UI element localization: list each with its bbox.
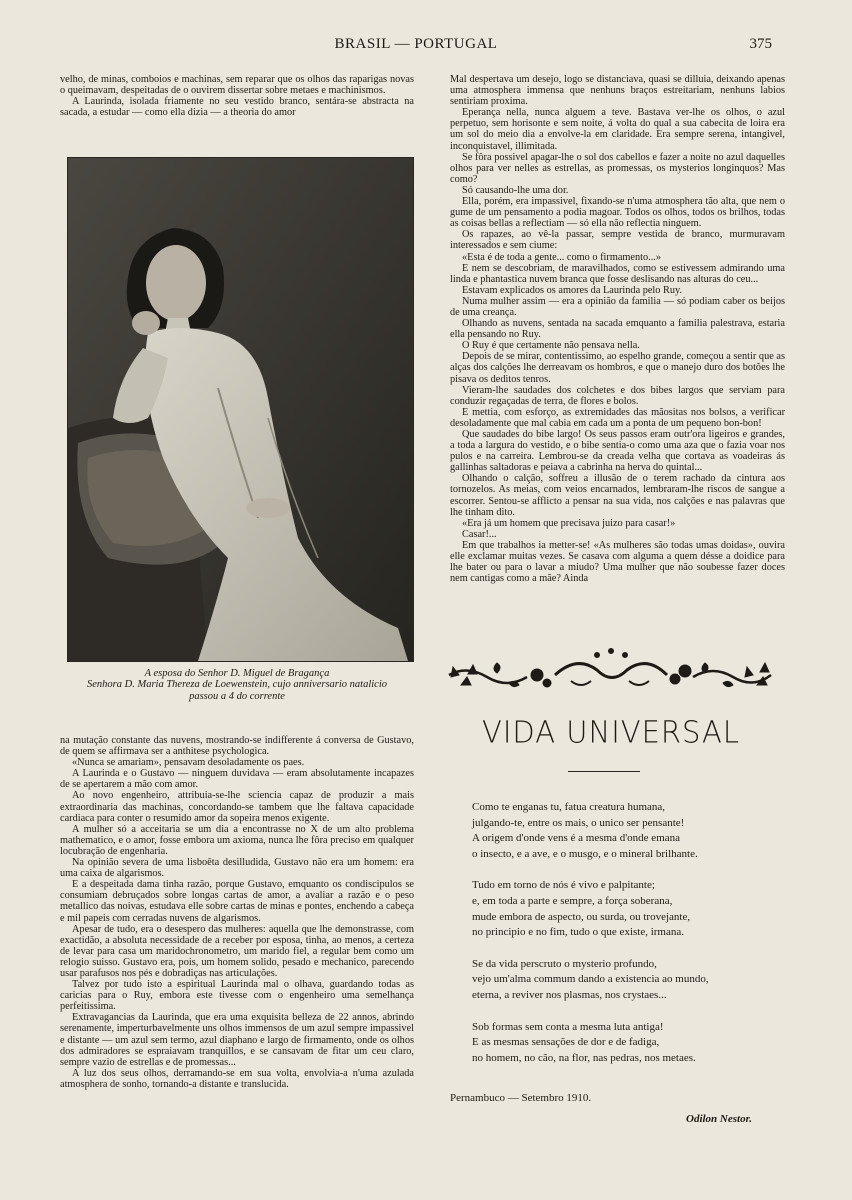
left-column-bottom-text	[60, 735, 414, 1130]
page-number: 375	[749, 36, 772, 52]
title-rule	[568, 771, 640, 772]
paragraph: Os rapazes, ao vê-la passar, sempre vestida de branco, murmuravam interessados e sem ciume:	[450, 229, 785, 252]
poem-stanza	[472, 957, 792, 1004]
poem-line: Sob formas sem conta a mesma luta antiga!	[472, 1020, 664, 1033]
poem-line: Tudo em torno de nós é vivo e palpitante;	[472, 879, 655, 892]
caption-line: A esposa do Senhor D. Miguel de Bragança	[144, 668, 330, 679]
poem-line: Se da vida perscruto o mysterio profundo,	[472, 957, 657, 970]
paragraph: Se fôra possivel apagar-lhe o sol dos cabellos e fazer a noite no azul daquelles olhos para ver nelles as estrellas, as promessas, os mysterios longinquos? Mas como?	[450, 151, 785, 185]
paragraph: Eperança nella, nunca alguem a teve. Bastava ver-lhe os olhos, o azul perpetuo, sem horisonte e sem noite, á volta do qual a sua cabecita de loira era um sol do meio dia a envolve-la em claridade. Era sempre serena, intangivel, inconquistavel, illimitada.	[450, 107, 785, 152]
paragraph: Depois de se mirar, contentissimo, ao espelho grande, começou a sentir que as alças dos calções lhe derreavam os hombros, e que o manejo duro dos botões lhe pisava os deditos tenros.	[450, 351, 785, 385]
paragraph: Estavam explicados os amores da Laurinda pelo Ruy.	[462, 284, 683, 296]
paragraph: O Ruy é que certamente não pensava nella.	[462, 340, 640, 352]
paragraph: Ao novo engenheiro, attribuia-se-lhe sciencia capaz de produzir a mais extraordinaria das machinas, concordando-se tambem que lhe faltava capacidade cardiaca para conter o resumido amor da sopeira menos exigente.	[60, 790, 414, 824]
paragraph: Vieram-lhe saudades dos colchetes e dos bibes largos que serviam para conduzir regaçadas de terra, de flores e bolos.	[450, 384, 785, 407]
paragraph: E nem se descobriam, de maravilhados, como se estivessem admirando uma linda e phantastica nuvem branca que fosse deslisando nas alturas do ceu...	[450, 262, 785, 285]
paragraph: Ella, porém, era impassivel, fixando-se n'uma atmosphera tão alta, que nem o gume de um pensamento a podia magoar. Todos os olhos, todos os brilhos, todas as coisas bellas a reflectiam — só ella não reflectia ninguem.	[450, 196, 785, 230]
paragraph: A Laurinda e o Gustavo — ninguem duvidava — eram absolutamente incapazes de se apertarem a mão com amor.	[60, 768, 414, 791]
paragraph: Olhando as nuvens, sentada na sacada emquanto a familia palestrava, estaria ella pensando no Ruy.	[450, 318, 785, 341]
poem-stanza	[472, 1020, 792, 1067]
paragraph: Apesar de tudo, era o desespero das mulheres: aquella que lhe demonstrasse, com exactidão, a absoluta necessidade de a receber por esposa, tinha, ao menos, a certeza de levar para casa um maridochronometro, um marido fiel, a regular bem como um relogio suisso. Gustavo era, pois, um homem solido, pesado e mechanico, parecendo usar parafusos nos pés e dobradiças nas articulações.	[60, 923, 414, 979]
paragraph: E a despeitada dama tinha razão, porque Gustavo, emquanto os condiscipulos se consumiam debruçados sobre longas cartas de amor, a avaliar a razão e o peso metallico das noivas, estudava elle sobre cartas de minas e pontes, enchendo a cabeça e mil papeis com cerradas nuvens de algarismos.	[60, 879, 414, 924]
caption-line: Senhora D. Maria Thereza de Loewenstein, cujo anniversario natalicio	[87, 679, 387, 691]
paragraph: Olhando o calção, soffreu a illusão de o terem rachado da cintura aos tornozelos. As meias, com veios encarnados, lembraram-lhe riscos de sangue a escorrer. Sentou-se afflicto a pensar na sua vida, nos calções e nas palavras que lhe tinham dito.	[450, 473, 785, 518]
paragraph: Que saudades do bibe largo! Os seus passos eram outr'ora ligeiros e grandes, a toda a largura do vestido, e o bibe sentia-o como uma aza que o fazia voar nos pulos e na carreira. Lembrou-se da creada velha que cortava as voadeiras ás gallinhas saltadoras e peiava a cabrinha na herva do quintal...	[450, 429, 785, 474]
paragraph: Casar!...	[462, 528, 497, 540]
paragraph: «Nunca se amariam», pensavam desoladamente os paes.	[72, 757, 305, 769]
poem-line: no principio e no fim, tudo o que existe, irmana.	[472, 926, 685, 939]
poem-line: E as mesmas sensações de dor e de fadiga,	[472, 1036, 660, 1049]
page-header	[60, 36, 772, 58]
poem	[472, 800, 792, 1082]
photo-caption	[60, 668, 414, 702]
portrait-photo	[67, 157, 414, 662]
paragraph: Só causando-lhe uma dor.	[462, 184, 569, 196]
poem-line: julgando-te, entre os mais, o unico ser pensante!	[472, 816, 685, 829]
poem-line: mude embora de aspecto, ou surda, ou trovejante,	[472, 910, 691, 923]
poem-place-date: Pernambuco — Setembro 1910.	[450, 1092, 592, 1104]
poem-line: eterna, a reviver nos plasmas, nos crystaes...	[472, 988, 667, 1001]
poem-line: no homem, no cão, na flor, nas pedras, nos metaes.	[472, 1051, 696, 1064]
poem-author: Odilon Nestor.	[686, 1113, 753, 1125]
paragraph: Extravagancias da Laurinda, que era uma exquisita belleza de 22 annos, abrindo serenamente, imperturbavelmente uns olhos immensos de um azul sempre impassivel e distante — um azul sem termo, azul diaphano e largo de firmamento, onde os olhos dos admiradores se espraiavam tranquillos, e se cansavam de fitar um ceu claro, sempre vazio de estrellas e de promessas...	[60, 1012, 414, 1068]
paragraph: A Laurinda, isolada friamente no seu vestido branco, sentára-se abstracta na sacada, a estudar — como ella dizia — a theoria do amor	[60, 96, 414, 119]
left-column-top-text	[60, 74, 414, 136]
paragraph: na mutação constante das nuvens, mostrando-se indifferente á conversa de Gustavo, de quem se affirmava ser a anthitese psychologica.	[60, 735, 414, 758]
poem-stanza	[472, 800, 792, 862]
poem-line: vejo um'alma commum dando a existencia ao mundo,	[472, 973, 709, 986]
poem-stanza	[472, 878, 792, 940]
poem-line: o insecto, e a ave, e o musgo, e o mineral brilhante.	[472, 847, 698, 860]
right-column-top-text	[450, 74, 785, 646]
poem-line: e, em toda a parte e sempre, a força soberana,	[472, 894, 673, 907]
poem-line: Como te enganas tu, fatua creatura humana,	[472, 801, 666, 813]
paragraph: «Era já um homem que precisava juizo para casar!»	[462, 517, 676, 529]
portrait-photo-drawing	[68, 158, 413, 661]
paragraph: E mettia, com esforço, as extremidades das mãositas nos bolsos, a verificar desoladamente que mal cabia em cada um a ponta de um pequeno bon-bon!	[450, 406, 785, 429]
paragraph: Na opinião severa de uma lisboêta desilludida, Gustavo não era um homem: era uma caixa de algarismos.	[60, 857, 414, 880]
paragraph: Numa mulher assim — era a opinião da familia — só podiam caber os beijos de uma creança.	[450, 295, 785, 318]
running-title: BRASIL — PORTUGAL	[334, 36, 498, 52]
poem-line: A origem d'onde vens é a mesma d'onde emana	[472, 832, 681, 845]
paragraph: Talvez por tudo isto a espiritual Laurinda mal o olhava, guardando todas as caricias para o Ruy, embora este tivesse com o engenheiro uma semelhança perfeitissima.	[60, 979, 414, 1013]
floral-ornament-drawing	[447, 645, 774, 697]
paragraph: «Esta é de toda a gente... como o firmamento...»	[462, 251, 662, 263]
caption-line: passou a 4 do corrente	[189, 690, 285, 702]
paragraph: A mulher só a acceitaria se um dia a encontrasse no X de um alto problema mathematico, e o amor, fosse embora um axioma, nunca lhe fôra preciso em qualquer locubração de engenharia.	[60, 823, 414, 857]
paragraph: A luz dos seus olhos, derramando-se em sua volta, envolvia-a n'uma azulada atmosphera de sonho, tornando-a distante e translucida.	[60, 1067, 414, 1090]
paragraph: Mal despertava um desejo, logo se distanciava, quasi se dilluia, deixando apenas uma atmosphera immensa que nenhuns braços estreitariam, nenhuns labios sentiriam proxima.	[450, 74, 785, 108]
poem-title: VIDA UNIVERSAL	[482, 714, 740, 750]
floral-ornament	[447, 645, 774, 697]
paragraph: velho, de minas, comboios e machinas, sem reparar que os olhos das raparigas novas o queimavam, despeitadas de o ouvirem dissertar sobre metaes e machinismos.	[60, 74, 414, 97]
paragraph: Em que trabalhos ia metter-se! «As mulheres são todas umas doidas», ouvira elle exclamar muitas vezes. Se casava com alguma a quem désse a doidice para lhe bater ou para o lavar a miudo? Uma mulher que não soubesse fazer doces nem cantigas como a mãe? Ainda	[450, 539, 785, 585]
